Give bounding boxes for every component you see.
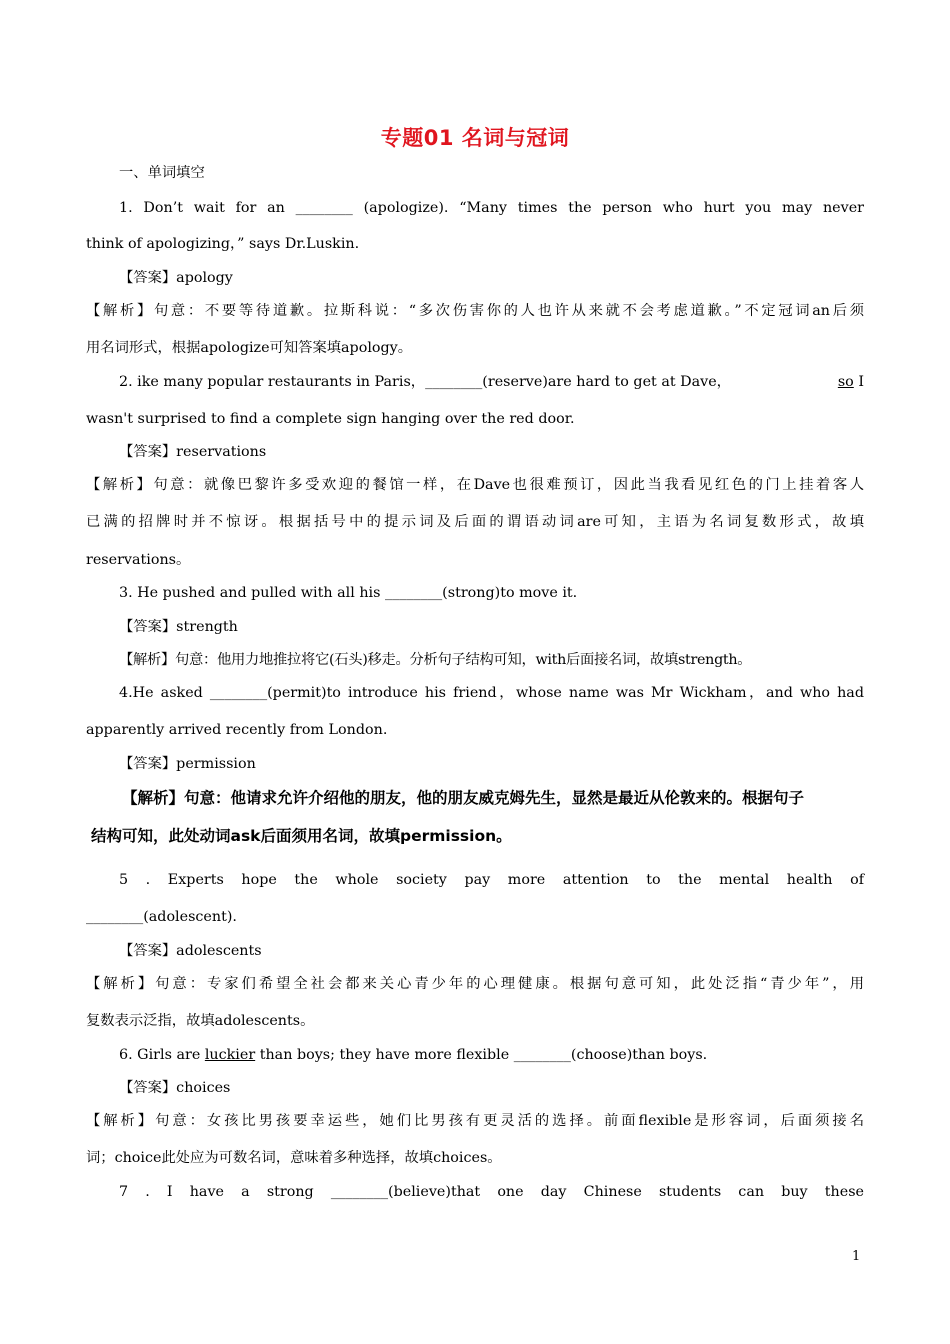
section-heading: 一、单词填空 [119,165,205,181]
answer-5: 【答案】adolescents [119,943,262,959]
answer-1: 【答案】apology [119,270,233,286]
page-number: 1 [852,1249,861,1264]
question-2-underlined-word: so [837,374,854,390]
explanation-1-line-1: 【解析】句意：不要等待道歉。拉斯科说：“多次伤害你的人也许从来就不会考虑道歉。”不定冠词an后须 [86,303,864,319]
explanation-3-line-1: 【解析】句意：他用力地推拉将它(石头)移走。分析句子结构可知，with后面接名词，故填strength。 [119,652,752,668]
question-1-line-1: 1. Don’t wait for an ________ (apologize). “Many times the person who hurt you may never [119,200,864,216]
answer-4: 【答案】permission [119,756,256,772]
page-title: 专题01 名词与冠词 [380,126,570,150]
question-6-line-1 [119,1045,864,1065]
explanation-2-line-2: 已满的招牌时并不惊讶。根据括号中的提示词及后面的谓语动词are可知，主语为名词复数形式，故填 [86,514,864,530]
answer-2: 【答案】reservations [119,444,267,460]
explanation-4-line-2: 结构可知，此处动词ask后面须用名词，故填permission。 [91,827,512,845]
question-3-line-1: 3. He pushed and pulled with all his ________(strong)to move it. [119,585,578,601]
answer-3: 【答案】strength [119,619,238,635]
question-2-text-a: 2. ike many popular restaurants in Paris，________(reserve)are hard to get at Dave， [119,374,731,390]
question-4-line-2: apparently arrived recently from London. [86,722,388,738]
question-6-underlined-word: luckier [204,1047,256,1063]
question-1-line-2: think of apologizing，” says Dr.Luskin. [86,236,360,252]
question-4-line-1: 4.He asked ________(permit)to introduce his friend，whose name was Mr Wickham，and who had [119,685,864,701]
explanation-4-line-1: 【解析】句意：他请求允许介绍他的朋友，他的朋友威克姆先生，显然是最近从伦敦来的。根据句子 [122,789,805,807]
explanation-5-line-2: 复数表示泛指，故填adolescents。 [86,1013,315,1029]
question-2-text-b: I [853,374,864,390]
question-6-text-a: 6. Girls are [119,1047,205,1063]
answer-6: 【答案】choices [119,1080,231,1096]
question-6-text-b: than boys; they have more flexible ________(choose)than boys. [255,1047,708,1063]
explanation-1-line-2: 用名词形式，根据apologize可知答案填apology。 [86,340,413,356]
question-7-line-1: 7 . I have a strong ________(believe)that one day Chinese students can buy these [119,1184,864,1200]
question-5-line-2: ________(adolescent). [86,909,237,925]
explanation-2-line-3: reservations。 [86,552,191,568]
explanation-2-line-1: 【解析】句意：就像巴黎许多受欢迎的餐馆一样，在Dave也很难预订，因此当我看见红色的门上挂着客人 [86,477,864,493]
explanation-6-line-2: 词；choice此处应为可数名词，意味着多种选择，故填choices。 [86,1150,502,1166]
explanation-6-line-1: 【解析】句意：女孩比男孩要幸运些，她们比男孩有更灵活的选择。前面flexible是形容词，后面须接名 [86,1113,864,1129]
question-2-line-1 [119,372,864,392]
explanation-5-line-1: 【解析】句意：专家们希望全社会都来关心青少年的心理健康。根据句意可知，此处泛指“青少年”，用 [86,976,864,992]
question-5-line-1: 5 . Experts hope the whole society pay more attention to the mental health of [119,872,864,888]
question-2-line-2: wasn't surprised to find a complete sign hanging over the red door. [86,411,575,427]
